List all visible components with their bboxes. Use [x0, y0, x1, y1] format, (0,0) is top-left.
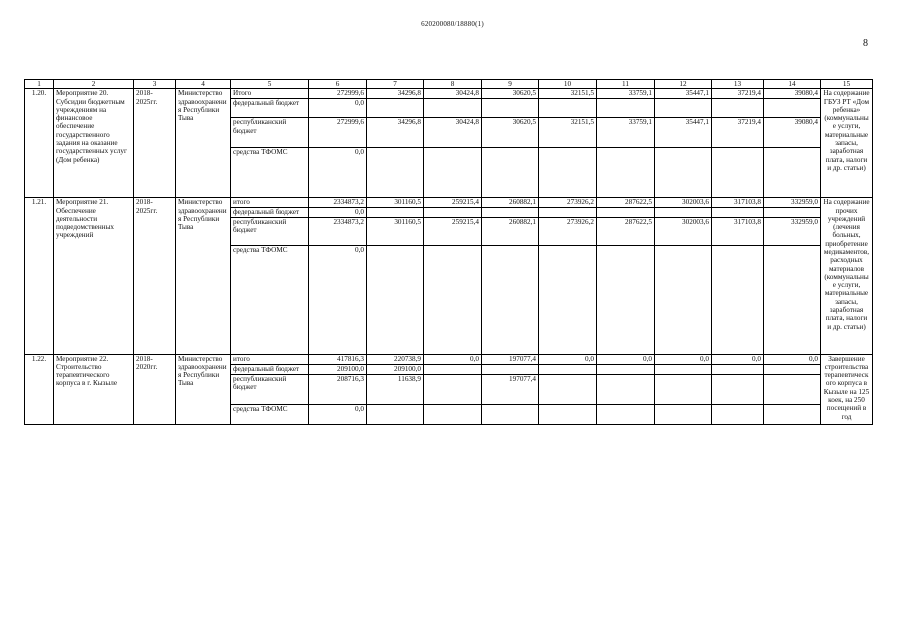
- amount-cell: [424, 245, 482, 354]
- amount-cell: [655, 404, 712, 424]
- column-number-12: 12: [655, 80, 712, 89]
- funding-source: Итого: [231, 89, 309, 99]
- amount-cell: 302003,6: [655, 217, 712, 245]
- amount-cell: 197077,4: [482, 374, 539, 404]
- amount-cell: 0,0: [539, 354, 597, 364]
- amount-cell: [655, 99, 712, 118]
- executor: Министерство здравоохранения Республики Тыва: [176, 89, 231, 198]
- amount-cell: 2334873,2: [309, 217, 367, 245]
- amount-cell: 30620,5: [482, 118, 539, 148]
- amount-cell: 259215,4: [424, 217, 482, 245]
- amount-cell: [712, 374, 764, 404]
- amount-cell: 30424,8: [424, 118, 482, 148]
- amount-cell: 209100,0: [309, 364, 367, 374]
- event-description: Мероприятие 20. Субсидии бюджетным учреждениям на финансовое обеспечение государственного задания на оказание государственных услуг (Дом ребенка): [54, 89, 134, 198]
- amount-cell: [597, 404, 655, 424]
- amount-cell: 37219,4: [712, 118, 764, 148]
- column-number-10: 10: [539, 80, 597, 89]
- period: 2018-2025гг.: [134, 89, 176, 198]
- funding-source: итого: [231, 354, 309, 364]
- amount-cell: [482, 245, 539, 354]
- amount-cell: 37219,4: [712, 89, 764, 99]
- amount-cell: 35447,1: [655, 118, 712, 148]
- amount-cell: [712, 148, 764, 198]
- amount-cell: [712, 99, 764, 118]
- amount-cell: 0,0: [309, 148, 367, 198]
- amount-cell: 287622,5: [597, 198, 655, 208]
- amount-cell: [367, 99, 424, 118]
- column-number-3: 3: [134, 80, 176, 89]
- amount-cell: [655, 245, 712, 354]
- amount-cell: [424, 374, 482, 404]
- amount-cell: 272999,6: [309, 118, 367, 148]
- amount-cell: 39080,4: [764, 118, 821, 148]
- funding-source: средства ТФОМС: [231, 404, 309, 424]
- amount-cell: 0,0: [764, 354, 821, 364]
- funding-source: федеральный бюджет: [231, 364, 309, 374]
- amount-cell: [712, 208, 764, 217]
- amount-cell: [764, 364, 821, 374]
- amount-cell: 197077,4: [482, 354, 539, 364]
- expected-result: На содержание прочих учреждений (лечения больных, приобретение медикаментов, расходных материалов (коммунальные услуги, материальные запасы, заработная плата, налоги и др. статьи): [821, 198, 873, 354]
- row-number: 1.21.: [25, 198, 54, 354]
- amount-cell: 34296,8: [367, 118, 424, 148]
- amount-cell: 30620,5: [482, 89, 539, 99]
- amount-cell: 0,0: [309, 208, 367, 217]
- amount-cell: [764, 208, 821, 217]
- funding-source: республиканский бюджет: [231, 374, 309, 404]
- amount-cell: 32151,5: [539, 118, 597, 148]
- amount-cell: [482, 148, 539, 198]
- amount-cell: [712, 245, 764, 354]
- event-description: Мероприятие 22. Строительство терапевтического корпуса в г. Кызыле: [54, 354, 134, 424]
- column-number-5: 5: [231, 80, 309, 89]
- amount-cell: [655, 364, 712, 374]
- funding-source: итого: [231, 198, 309, 208]
- amount-cell: 33759,1: [597, 118, 655, 148]
- amount-cell: 0,0: [712, 354, 764, 364]
- column-number-11: 11: [597, 80, 655, 89]
- column-number-7: 7: [367, 80, 424, 89]
- amount-cell: 2334873,2: [309, 198, 367, 208]
- amount-cell: [539, 364, 597, 374]
- amount-cell: [655, 374, 712, 404]
- table-row: [25, 89, 873, 99]
- funding-source: федеральный бюджет: [231, 99, 309, 118]
- amount-cell: 260882,1: [482, 198, 539, 208]
- amount-cell: [482, 364, 539, 374]
- amount-cell: [482, 99, 539, 118]
- row-number: 1.20.: [25, 89, 54, 198]
- amount-cell: 332959,0: [764, 198, 821, 208]
- amount-cell: [764, 374, 821, 404]
- amount-cell: [424, 364, 482, 374]
- amount-cell: 332959,0: [764, 217, 821, 245]
- funding-source: средства ТФОМС: [231, 245, 309, 354]
- table-row: [25, 198, 873, 208]
- column-number-1: 1: [25, 80, 54, 89]
- amount-cell: [597, 374, 655, 404]
- column-number-4: 4: [176, 80, 231, 89]
- expected-result: Завершение строительства терапевтического корпуса в Кызыле на 125 коек, на 250 посещений в год: [821, 354, 873, 424]
- amount-cell: [655, 148, 712, 198]
- amount-cell: 417816,3: [309, 354, 367, 364]
- funding-source: федеральный бюджет: [231, 208, 309, 217]
- table-row: [25, 354, 873, 364]
- funding-source: средства ТФОМС: [231, 148, 309, 198]
- amount-cell: 0,0: [309, 99, 367, 118]
- event-description: Мероприятие 21. Обеспечение деятельности подведомственных учреждений: [54, 198, 134, 354]
- amount-cell: [597, 99, 655, 118]
- amount-cell: 0,0: [309, 404, 367, 424]
- amount-cell: 301160,5: [367, 198, 424, 208]
- amount-cell: [597, 148, 655, 198]
- amount-cell: 317103,8: [712, 217, 764, 245]
- amount-cell: 273926,2: [539, 217, 597, 245]
- period: 2018-2020гг.: [134, 354, 176, 424]
- amount-cell: [655, 208, 712, 217]
- amount-cell: [539, 148, 597, 198]
- column-number-8: 8: [424, 80, 482, 89]
- amount-cell: [597, 364, 655, 374]
- amount-cell: 301160,5: [367, 217, 424, 245]
- amount-cell: 259215,4: [424, 198, 482, 208]
- amount-cell: [539, 404, 597, 424]
- column-number-14: 14: [764, 80, 821, 89]
- amount-cell: [424, 99, 482, 118]
- amount-cell: 272999,6: [309, 89, 367, 99]
- amount-cell: [712, 404, 764, 424]
- funding-source: республиканский бюджет: [231, 217, 309, 245]
- period: 2018-2025гг.: [134, 198, 176, 354]
- amount-cell: [597, 245, 655, 354]
- expected-result: На содержание ГБУЗ РТ «Дом ребенка» (коммунальные услуги, материальные запасы, заработная плата, налоги и др. статьи): [821, 89, 873, 198]
- amount-cell: 39080,4: [764, 89, 821, 99]
- amount-cell: 34296,8: [367, 89, 424, 99]
- amount-cell: 33759,1: [597, 89, 655, 99]
- executor: Министерство здравоохранения Республики Тыва: [176, 198, 231, 354]
- amount-cell: 35447,1: [655, 89, 712, 99]
- amount-cell: 30424,8: [424, 89, 482, 99]
- amount-cell: 0,0: [655, 354, 712, 364]
- executor: Министерство здравоохранения Республики Тыва: [176, 354, 231, 424]
- amount-cell: 260882,1: [482, 217, 539, 245]
- amount-cell: [764, 148, 821, 198]
- amount-cell: 11638,9: [367, 374, 424, 404]
- amount-cell: [424, 148, 482, 198]
- amount-cell: 0,0: [597, 354, 655, 364]
- funding-source: республиканский бюджет: [231, 118, 309, 148]
- amount-cell: [764, 404, 821, 424]
- amount-cell: [424, 208, 482, 217]
- amount-cell: [482, 208, 539, 217]
- amount-cell: [424, 404, 482, 424]
- column-number-2: 2: [54, 80, 134, 89]
- amount-cell: [367, 245, 424, 354]
- page-number: 8: [863, 38, 868, 49]
- column-number-13: 13: [712, 80, 764, 89]
- amount-cell: [712, 364, 764, 374]
- column-number-9: 9: [482, 80, 539, 89]
- amount-cell: [367, 208, 424, 217]
- amount-cell: [539, 374, 597, 404]
- amount-cell: 317103,8: [712, 198, 764, 208]
- amount-cell: [764, 245, 821, 354]
- column-number-15: 15: [821, 80, 873, 89]
- amount-cell: [482, 404, 539, 424]
- column-number-6: 6: [309, 80, 367, 89]
- amount-cell: 0,0: [424, 354, 482, 364]
- amount-cell: [367, 404, 424, 424]
- amount-cell: 220738,9: [367, 354, 424, 364]
- amount-cell: 273926,2: [539, 198, 597, 208]
- document-id: 620200080/18880(1): [421, 20, 484, 28]
- row-number: 1.22.: [25, 354, 54, 424]
- amount-cell: [597, 208, 655, 217]
- amount-cell: [539, 208, 597, 217]
- amount-cell: [367, 148, 424, 198]
- amount-cell: [764, 99, 821, 118]
- amount-cell: [539, 99, 597, 118]
- amount-cell: 287622,5: [597, 217, 655, 245]
- amount-cell: [539, 245, 597, 354]
- amount-cell: 32151,5: [539, 89, 597, 99]
- budget-table: [24, 79, 873, 425]
- amount-cell: 302003,6: [655, 198, 712, 208]
- amount-cell: 209100,0: [367, 364, 424, 374]
- amount-cell: 208716,3: [309, 374, 367, 404]
- column-number-row: [25, 80, 873, 89]
- amount-cell: 0,0: [309, 245, 367, 354]
